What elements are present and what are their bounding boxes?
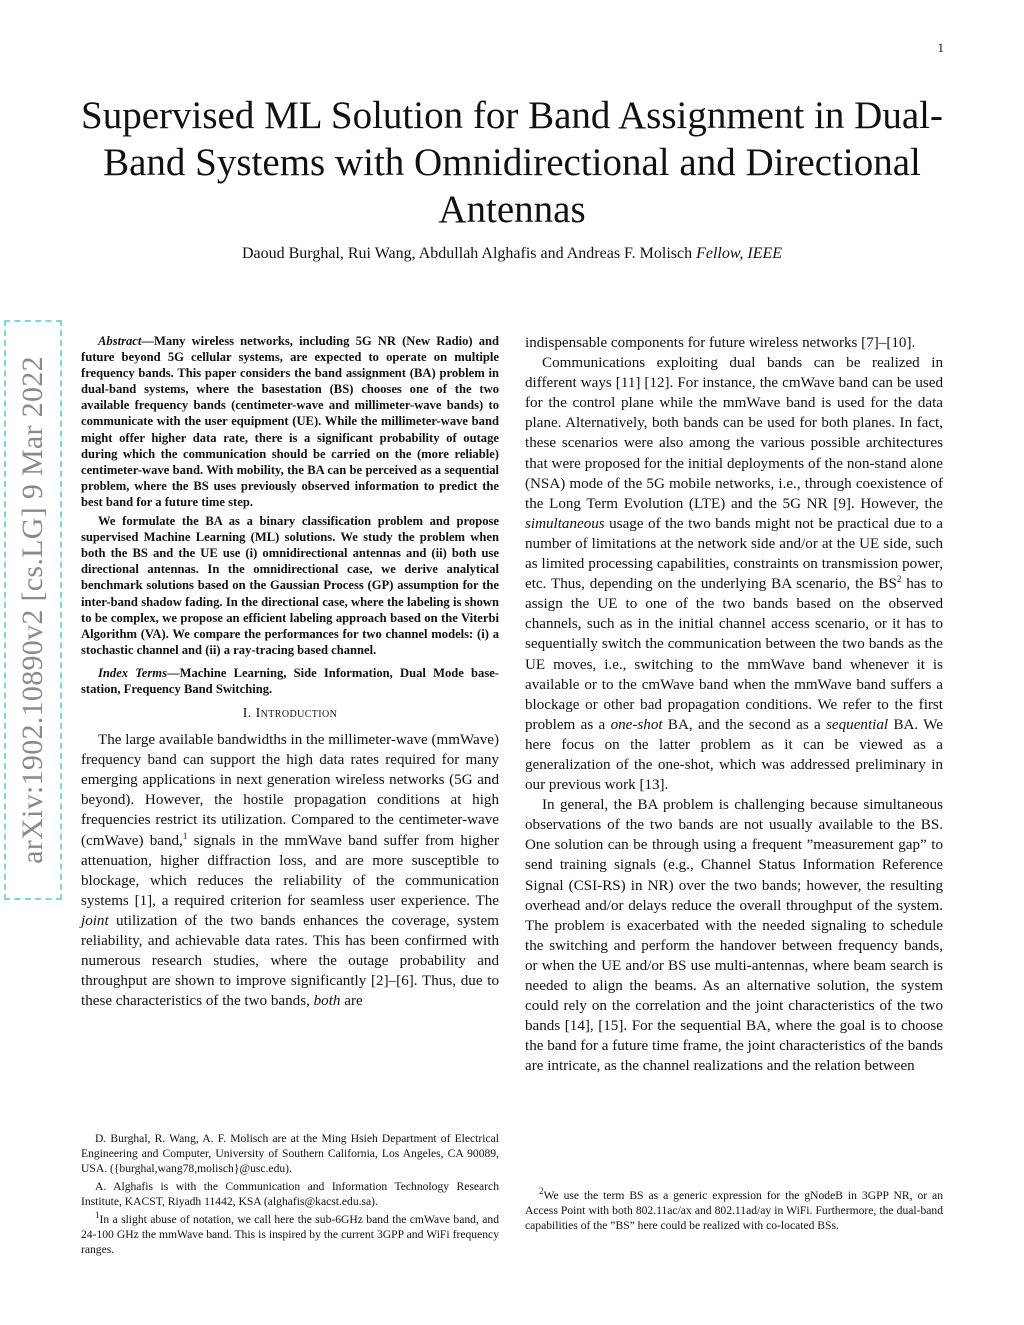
section-heading: I. Introduction <box>242 706 338 722</box>
affiliation-1: D. Burghal, R. Wang, A. F. Molisch are at the Ming Hsieh Department of Electrical Engineering and Computer, University of Southern California, Los Angeles, CA 90089, USA. ({burghal,wang78,molisch}@usc.edu). <box>81 1132 499 1175</box>
intro-paragraph-1-continued: indispensable components for future wireless networks [7]–[10]. <box>525 335 916 351</box>
left-column <box>81 333 499 1011</box>
section-title: Introduction <box>255 706 338 722</box>
right-column <box>525 333 943 1076</box>
arxiv-stamp <box>4 320 62 900</box>
intro-paragraph-2: Communications exploiting dual bands can be realized in different ways [11] [12]. For instance, the cmWave band can be used for the control plane while the mmWave band is used for the data plane. Alternatively, both bands can be used for both planes. In fact, these scenarios were also among the various possible architectures that were proposed for the initial deployments of the non-stand alone (NSA) mode of the 5G mobile networks, i.e., through coexistence of the Long Term Evolution (LTE) and the 5G NR [9]. However, the simultaneous usage of the two bands might not be practical due to a number of limitations at the network side and/or at the UE side, such as limited processing capabilities, constraints on transmission power, etc. Thus, depending on the underlying BA scenario, the $BS^2$ has to assign the UE to one of the two bands based on the observed channels, such as in the initial channel access scenario, or it has to sequentially switch the communication between the two bands as the UE moves, i.e., switching to the mmWave band whenever it is available or to the cmWave band when the mmWave band suffers a blockage or other bad propagation conditions. We refer to the first problem as a one-shot BA, and the second as a sequential BA. We here focus on the latter problem as it can be viewed as a generalization of the one-shot, which was addressed preliminary in our previous work [13]. <box>525 355 943 794</box>
author-line <box>60 245 964 263</box>
author-suffix: Fellow, IEEE <box>696 245 783 262</box>
abstract-label: Abstract <box>98 334 142 348</box>
paper-title: Supervised ML Solution for Band Assignment in Dual-Band Systems with Omnidirectional and Directional Antennas <box>81 94 943 231</box>
footnote-ref-1: 1 <box>182 830 188 841</box>
intro-left-text <box>81 730 499 1011</box>
footnote-2: $^2$We use the term BS as a generic expression for the gNodeB in 3GPP NR, or an Access Point with both 802.11ac/ax and 802.11ad/ay in WiFi. Furthermore, the dual-band capabilities of the ”BS” here could be realized with co-located BSs. <box>525 1186 943 1232</box>
abstract-paragraph-2: We formulate the BA as a binary classification problem and propose supervised Machine Learning (ML) solutions. We study the problem when both the BS and the UE use (i) omnidirectional antennas and (ii) both use directional antennas. In the omnidirectional case, we derive analytical benchmark solutions based on the Gaussian Process (GP) assumption for the inter-band shadow fading. In the directional case, where the labeling is shown to be complex, we propose an efficient labeling approach based on the Viterbi Algorithm (VA). We compare the performances for two channel models: (i) a stochastic channel and (ii) a ray-tracing based channel. <box>81 514 499 657</box>
footnote-1: $^1$In a slight abuse of notation, we call here the sub-6GHz band the cmWave band, and 24-100 GHz the mmWave band. This is inspired by the current 3GPP and WiFi frequency ranges. <box>81 1210 499 1256</box>
index-terms: Index Terms—Machine Learning, Side Information, Dual Mode base-station, Frequency Band Switching. <box>81 665 499 696</box>
affiliation-2: A. Alghafis is with the Communication and Information Technology Research Institute, KACST, Riyadh 11442, KSA (alghafis@kacst.edu.sa). <box>81 1180 499 1208</box>
left-footnotes <box>81 1131 499 1260</box>
index-terms-label: Index Terms <box>98 665 167 680</box>
arxiv-stamp-text: arXiv:1902.10890v2 [cs.LG] 9 Mar 2022 <box>16 356 49 864</box>
right-footnotes <box>525 1188 943 1236</box>
intro-paragraph-3: In general, the BA problem is challenging because simultaneous observations of the two bands are not usually available to the BS. One solution can be through using a frequent ”measurement gap” to send training signals (e.g., Channel Status Information Reference Signal (CSI-RS) in NR) over the two bands; however, the resulting overhead and/or delays reduce the overall throughput of the system. The problem is exacerbated with the needed signaling to schedule the switching and perform the handover between frequency bands, or when the UE and/or BS use multi-antennas, where beam search is needed to align the beams. As an alternative solution, the system could rely on the correlation and the joint characteristics of the two bands [14], [15]. For the sequential BA, where the goal is to choose the band for a future time frame, the joint characteristics of the bands are intricate, as the channel realizations and the relation between <box>525 797 943 1075</box>
intro-paragraph-1: The large available bandwidths in the millimeter-wave (mmWave) frequency band can support the high data rates required for many emerging applications in next generation wireless networks (5G and beyond). However, the hostile propagation conditions at high frequencies restrict its utilization. Compared to the centimeter-wave (cmWave) band,$^1$ signals in the mmWave band suffer from higher attenuation, higher diffraction loss, and are more susceptible to blockage, which reduces the reliability of the communication systems [1], a required criterion for seamless user experience. The joint utilization of the two bands enhances the coverage, system reliability, and achievable data rates. This has been confirmed with numerous research studies, where the outage probability and throughput are shown to improve significantly [2]–[6]. Thus, due to these characteristics of the two bands, both are <box>81 732 499 1010</box>
footnote-ref-2: 2 <box>896 574 902 585</box>
author-names: Daoud Burghal, Rui Wang, Abdullah Alghafis and Andreas F. Molisch <box>241 245 693 262</box>
abstract <box>81 333 499 697</box>
abstract-paragraph-1: Abstract—Many wireless networks, including 5G NR (New Radio) and future beyond 5G cellular systems, are expected to operate on multiple frequency bands. This paper considers the band assignment (BA) problem in dual-band systems, where the basestation (BS) chooses one of the two available frequency bands (centimeter-wave and millimeter-wave bands) to communicate with the user equipment (UE). While the millimeter-wave band might offer higher data rate, there is a significant probability of outage during which the communication should be carried on the (more reliable) centimeter-wave band. With mobility, the BA can be perceived as a sequential problem, where the BS uses previously observed information to predict the best band for a future time step. <box>81 334 499 509</box>
page-number: 1 <box>937 40 944 55</box>
